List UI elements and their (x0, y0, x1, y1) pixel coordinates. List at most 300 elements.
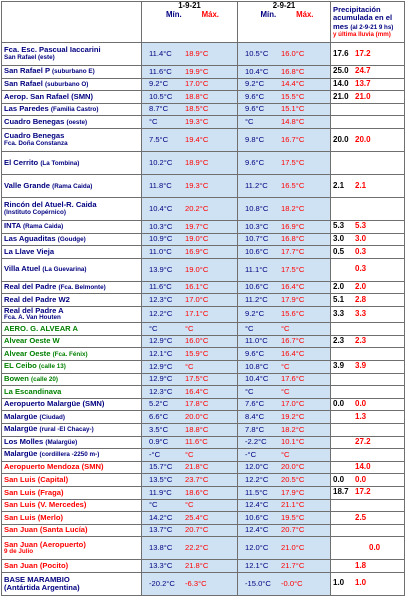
day1-max: 19.0°C (185, 234, 209, 244)
station-name-text: San Juan (Santa Lucía) (4, 525, 88, 535)
last-rain: 17.2 (355, 487, 371, 497)
day1-temps (142, 348, 238, 361)
day1-min: 11.0°C (149, 246, 172, 256)
station-sub: (rural -El Chacay-) (39, 426, 94, 434)
day1-min: 13.7°C (149, 525, 173, 535)
day2-max: 17.6°C (281, 374, 305, 384)
day2-max: 17.5°C (281, 157, 305, 167)
day2-temps (238, 360, 331, 373)
day1-max: 18.8°C (185, 91, 209, 101)
day2-max: 15.6°C (281, 309, 305, 319)
day1-min: 10.3°C (149, 221, 173, 231)
station-sub: (calle 20) (31, 375, 58, 383)
day1-min: 6.6°C (149, 411, 169, 421)
station-name (2, 560, 142, 573)
station-name (2, 197, 142, 220)
day1-temps (142, 499, 238, 512)
station-sub: (suburbano O) (44, 80, 89, 88)
day1-max: 19.3°C (185, 117, 209, 126)
day2-min: 9.2°C (245, 79, 265, 89)
table-row (2, 66, 405, 79)
day1-max: 17.8°C (185, 399, 209, 409)
day2-temps (238, 449, 331, 462)
day2-temps (238, 461, 331, 474)
day1-temps (142, 386, 238, 399)
station-name (2, 537, 142, 560)
day1-min: 10.4°C (149, 203, 173, 213)
day2-min: 9.6°C (245, 157, 265, 167)
precip-cell (331, 103, 405, 116)
last-rain: 3.0 (355, 233, 367, 243)
day1-max: 21.8°C (185, 462, 209, 472)
day2-min: 7.6°C (245, 399, 265, 409)
day2-min: 8.4°C (245, 411, 265, 421)
day2-max: 16.0°C (281, 48, 305, 58)
station-name-line2: 9 de Julio (4, 548, 34, 555)
day1-temps (142, 560, 238, 573)
day1-max: 16.4°C (185, 386, 209, 396)
day2-max: 14.8°C (281, 117, 305, 126)
station-name-text: Cuadro Benegas (4, 131, 65, 141)
table-row (2, 348, 405, 361)
station-sub: (Rama Caida) (52, 182, 93, 190)
station-sub: (oeste) (66, 118, 88, 126)
day1-temps (142, 335, 238, 348)
day2-min: 10.6°C (245, 246, 269, 256)
table-row (2, 233, 405, 246)
day2-temps (238, 233, 331, 246)
day2-max: 17.9°C (281, 294, 305, 304)
precip-cell (331, 512, 405, 525)
day2-max: 17.0°C (281, 399, 305, 409)
monthly-precip: 20.0 (333, 134, 349, 144)
day2-temps (238, 103, 331, 116)
station-name-text: Alvear Oeste W (4, 336, 60, 346)
station-sub: (Ciudad) (39, 413, 66, 421)
day1-temps (142, 294, 238, 307)
day1-max: °C (185, 500, 194, 510)
last-rain: 0.3 (355, 246, 367, 256)
day1-min: 10.9°C (149, 234, 173, 244)
precip-cell (331, 43, 405, 66)
header-row (2, 2, 405, 43)
monthly-precip: 0.0 (333, 474, 345, 484)
day1-max: 15.9°C (185, 349, 209, 359)
day1-temps (142, 174, 238, 197)
day1-max: 17.0°C (185, 79, 209, 89)
day2-temps (238, 572, 331, 595)
station-sub: (Malargüe) (45, 438, 78, 446)
station-name-text: Las Aguaditas (4, 233, 56, 243)
day1-min: 12.3°C (149, 294, 173, 304)
day2-max: °C (281, 449, 290, 459)
day1-min: -20.2°C (149, 578, 175, 588)
day2-min: 7.8°C (245, 424, 265, 434)
monthly-precip: 0.0 (333, 399, 345, 409)
day1-temps (142, 449, 238, 462)
monthly-precip: 1.0 (333, 578, 345, 588)
day1-max: °C (185, 361, 194, 371)
day2-min: °C (245, 323, 254, 333)
station-name-text: Villa Atuel (4, 264, 41, 274)
last-rain: 1.8 (355, 560, 367, 570)
day2-temps (238, 66, 331, 79)
station-sub: (suburbano E) (52, 68, 95, 76)
day1-min: 11.9°C (149, 487, 172, 497)
table-row (2, 524, 405, 537)
day1-max: 19.3°C (185, 180, 209, 190)
station-name-text: Rincón del Atuel-R. Caida (4, 200, 97, 210)
station-name-text: Valle Grande (4, 180, 51, 190)
day1-temps (142, 524, 238, 537)
day2-temps (238, 524, 331, 537)
day2-max: 15.1°C (281, 104, 305, 114)
last-rain: 2.5 (355, 512, 367, 522)
station-name-text: Alvear Oeste (4, 348, 51, 358)
day1-min: 12.9°C (149, 374, 173, 384)
day2-temps (238, 281, 331, 294)
station-name-text: San Luis (V. Mercedes) (4, 500, 87, 510)
table-row (2, 560, 405, 573)
station-name-text: Malargüe (4, 449, 38, 459)
day2-min: 9.6°C (245, 349, 265, 359)
day1-min: 11.6°C (149, 282, 172, 292)
day2-max: 16.8°C (281, 66, 305, 76)
day2-temps (238, 306, 331, 322)
station-name-line2: San Rafael (este) (4, 53, 55, 61)
precip-cell (331, 360, 405, 373)
precip-cell (331, 246, 405, 259)
station-sub: (La Guevarina) (42, 266, 87, 274)
day1-temps (142, 258, 238, 281)
precip-note-1: (al 2-9-21 9 hs) (350, 23, 394, 31)
table-row (2, 512, 405, 525)
day1-min: 10.5°C (149, 91, 173, 101)
table-row (2, 306, 405, 322)
day2-min: 12.4°C (245, 500, 269, 510)
precip-cell (331, 66, 405, 79)
station-name (2, 91, 142, 104)
day1-max: 19.4°C (185, 134, 209, 144)
last-rain: 13.7 (355, 78, 371, 88)
station-name (2, 360, 142, 373)
station-name (2, 233, 142, 246)
day1-min: 12.1°C (149, 349, 173, 359)
day2-min: 10.4°C (245, 66, 269, 76)
monthly-precip: 3.9 (333, 361, 345, 371)
day1-min: 14.2°C (149, 512, 173, 522)
station-name-text: Fca. Esc. Pascual Iaccarini (4, 45, 101, 55)
precip-cell (331, 128, 405, 151)
day1-temps (142, 486, 238, 499)
table-row (2, 486, 405, 499)
last-rain: 24.7 (355, 66, 371, 76)
station-sub: (calle 13) (38, 363, 66, 371)
day2-max: °C (281, 361, 290, 371)
precip-cell (331, 461, 405, 474)
precip-cell (331, 233, 405, 246)
station-name (2, 78, 142, 91)
station-name-text: Real del Padre W2 (4, 294, 70, 304)
monthly-precip: 14.0 (333, 78, 349, 88)
table-row (2, 246, 405, 259)
day1-min: 7.5°C (149, 134, 169, 144)
day2-max: 17.9°C (281, 487, 305, 497)
station-name (2, 323, 142, 336)
station-name (2, 436, 142, 449)
day1-temps (142, 233, 238, 246)
monthly-precip: 0.5 (333, 246, 345, 256)
day1-min: 11.6°C (149, 66, 172, 76)
station-name (2, 423, 142, 436)
table-row (2, 398, 405, 411)
table-row (2, 572, 405, 595)
day2-min: 12.0°C (245, 462, 269, 472)
station-name-text: Aerop. San Rafael (SMN) (4, 91, 94, 101)
day1-temps (142, 323, 238, 336)
day1-max: 17.5°C (185, 374, 209, 384)
day1-temps (142, 572, 238, 595)
monthly-precip: 17.6 (333, 48, 349, 58)
table-row (2, 128, 405, 151)
precip-header (331, 2, 405, 43)
day1-temps (142, 537, 238, 560)
precip-cell (331, 174, 405, 197)
day2-max: 16.9°C (281, 221, 305, 231)
day2-min: 10.7°C (245, 234, 269, 244)
day1-max: 23.7°C (185, 474, 209, 484)
day2-min: 12.2°C (245, 474, 269, 484)
table-row (2, 258, 405, 281)
day2-max: 20.5°C (281, 474, 305, 484)
station-name (2, 373, 142, 386)
day1-max: 17.0°C (185, 294, 209, 304)
precip-cell (331, 398, 405, 411)
precip-cell (331, 306, 405, 322)
day2-min: 12.1°C (245, 560, 269, 570)
station-name (2, 335, 142, 348)
station-name-text: Real del Padre A (4, 306, 64, 315)
last-rain: 5.3 (355, 221, 367, 231)
day1-min: 0.9°C (149, 437, 169, 447)
station-name-text: San Juan (Pocito) (4, 560, 69, 570)
table-row (2, 174, 405, 197)
station-name-line2: (Instituto Copérnico) (4, 208, 66, 216)
day1-max-label: Máx. (201, 9, 219, 19)
station-name-line2: Fca. Doña Constanza (4, 139, 68, 147)
station-name (2, 398, 142, 411)
precip-cell (331, 258, 405, 281)
day1-temps (142, 128, 238, 151)
monthly-precip: 5.1 (333, 294, 345, 304)
day2-min: 11.2°C (245, 180, 268, 190)
day1-max: °C (185, 449, 194, 459)
station-name-line2: (Antártida Argentina) (4, 582, 80, 592)
day2-max: 16.7°C (281, 134, 305, 144)
precip-cell (331, 474, 405, 487)
precip-cell (331, 323, 405, 336)
station-name (2, 524, 142, 537)
table-row (2, 386, 405, 399)
day1-temps (142, 116, 238, 129)
precip-cell (331, 78, 405, 91)
precip-cell (331, 537, 405, 560)
day2-min: 9.2°C (245, 309, 265, 319)
day2-temps (238, 386, 331, 399)
day2-min: 11.5°C (245, 487, 268, 497)
station-name-text: San Juan (Aeropuerto) (4, 539, 86, 549)
day1-temps (142, 512, 238, 525)
precip-cell (331, 486, 405, 499)
day1-temps (142, 373, 238, 386)
day2-min: 9.8°C (245, 134, 265, 144)
station-name (2, 151, 142, 174)
station-sub: (Familia Castro) (50, 106, 99, 114)
day2-temps (238, 43, 331, 66)
day1-min: 12.2°C (149, 309, 173, 319)
station-name-text: San Rafael P (4, 66, 50, 76)
table-row (2, 323, 405, 336)
station-name-text: San Rafael (4, 78, 43, 88)
last-rain: 20.0 (355, 134, 371, 144)
station-name (2, 174, 142, 197)
precip-cell (331, 436, 405, 449)
day2-max: 20.0°C (281, 462, 305, 472)
last-rain: 17.2 (355, 48, 371, 58)
last-rain: 0.0 (355, 399, 367, 409)
station-name (2, 43, 142, 66)
precip-cell (331, 449, 405, 462)
station-name (2, 294, 142, 307)
day1-temps (142, 66, 238, 79)
day2-header (238, 2, 331, 43)
table-row (2, 335, 405, 348)
day1-max: 19.7°C (185, 221, 209, 231)
day2-temps (238, 436, 331, 449)
day2-min-label: Mín. (260, 9, 277, 19)
table-row (2, 436, 405, 449)
day2-temps (238, 128, 331, 151)
day2-min: 10.3°C (245, 221, 269, 231)
station-name-text: AERO. G. ALVEAR A (4, 323, 78, 333)
day1-date: 1-9-21 (178, 1, 201, 10)
day1-temps (142, 423, 238, 436)
day2-temps (238, 474, 331, 487)
day1-max: 17.1°C (185, 309, 209, 319)
day2-temps (238, 78, 331, 91)
day1-min: 11.8°C (149, 180, 172, 190)
day2-max: 17.7°C (281, 246, 305, 256)
day1-max: 18.9°C (185, 48, 209, 58)
station-name (2, 66, 142, 79)
station-name (2, 246, 142, 259)
table-row (2, 91, 405, 104)
station-name (2, 258, 142, 281)
last-rain: 0.0 (369, 542, 381, 552)
day1-min: -°C (149, 449, 161, 459)
table-row (2, 499, 405, 512)
station-name-text: Cuadro Benegas (4, 116, 65, 126)
day1-temps (142, 220, 238, 233)
day2-min: 10.4°C (245, 374, 269, 384)
day1-min: 12.9°C (149, 361, 173, 371)
day2-temps (238, 294, 331, 307)
precip-cell (331, 411, 405, 424)
station-name (2, 128, 142, 151)
station-name (2, 474, 142, 487)
day1-temps (142, 103, 238, 116)
day2-temps (238, 348, 331, 361)
station-name-text: San Luis (Fraga) (4, 487, 64, 497)
day2-max: 21.1°C (281, 500, 305, 510)
station-name-text: La Escandinava (4, 386, 62, 396)
precip-note-2: y última lluvia (mm) (333, 30, 391, 38)
station-name (2, 449, 142, 462)
monthly-precip: 2.1 (333, 180, 345, 190)
day2-temps (238, 537, 331, 560)
precip-cell (331, 572, 405, 595)
last-rain: 1.3 (355, 411, 367, 421)
station-name-text: Aeropuerto Malargüe (SMN) (4, 399, 105, 409)
monthly-precip: 18.7 (333, 487, 349, 497)
day1-max: 21.8°C (185, 560, 209, 570)
day1-min: 12.3°C (149, 386, 173, 396)
day2-min: 11.0°C (245, 336, 268, 346)
day2-temps (238, 499, 331, 512)
day1-max: 22.2°C (185, 543, 209, 553)
day1-temps (142, 91, 238, 104)
station-name-text: BASE MARAMBIO (4, 574, 70, 584)
station-name (2, 306, 142, 322)
day2-max: 18.2°C (281, 424, 305, 434)
day1-min: 8.7°C (149, 104, 169, 114)
last-rain: 27.2 (355, 436, 371, 446)
table-row (2, 449, 405, 462)
day2-max: 20.7°C (281, 525, 305, 535)
day2-date: 2-9-21 (272, 1, 296, 10)
precip-cell (331, 197, 405, 220)
day2-max: 16.7°C (281, 336, 305, 346)
table-row (2, 411, 405, 424)
last-rain: 0.0 (355, 474, 367, 484)
precip-cell (331, 294, 405, 307)
day1-max: 18.8°C (185, 424, 209, 434)
day1-max: 20.0°C (185, 411, 209, 421)
station-name-text: San Luis (Merlo) (4, 512, 64, 522)
weather-table (1, 1, 405, 596)
day1-temps (142, 281, 238, 294)
table-row (2, 373, 405, 386)
station-sub: (La Tombina) (40, 159, 80, 167)
day2-temps (238, 411, 331, 424)
precip-cell (331, 151, 405, 174)
precip-title-2: acumulada en el (333, 13, 393, 23)
last-rain: 21.0 (355, 91, 371, 101)
day2-temps (238, 174, 331, 197)
day2-min: 10.8°C (245, 203, 269, 213)
precip-cell (331, 91, 405, 104)
last-rain: 2.3 (355, 336, 367, 346)
last-rain: 3.9 (355, 361, 367, 371)
day1-min: °C (149, 500, 158, 510)
day2-temps (238, 151, 331, 174)
day1-max: 18.5°C (185, 104, 209, 114)
day1-min: 5.2°C (149, 399, 169, 409)
day2-temps (238, 116, 331, 129)
station-name-text: EL Ceibo (4, 361, 37, 371)
day1-temps (142, 246, 238, 259)
day2-max: 16.8°C (281, 234, 305, 244)
